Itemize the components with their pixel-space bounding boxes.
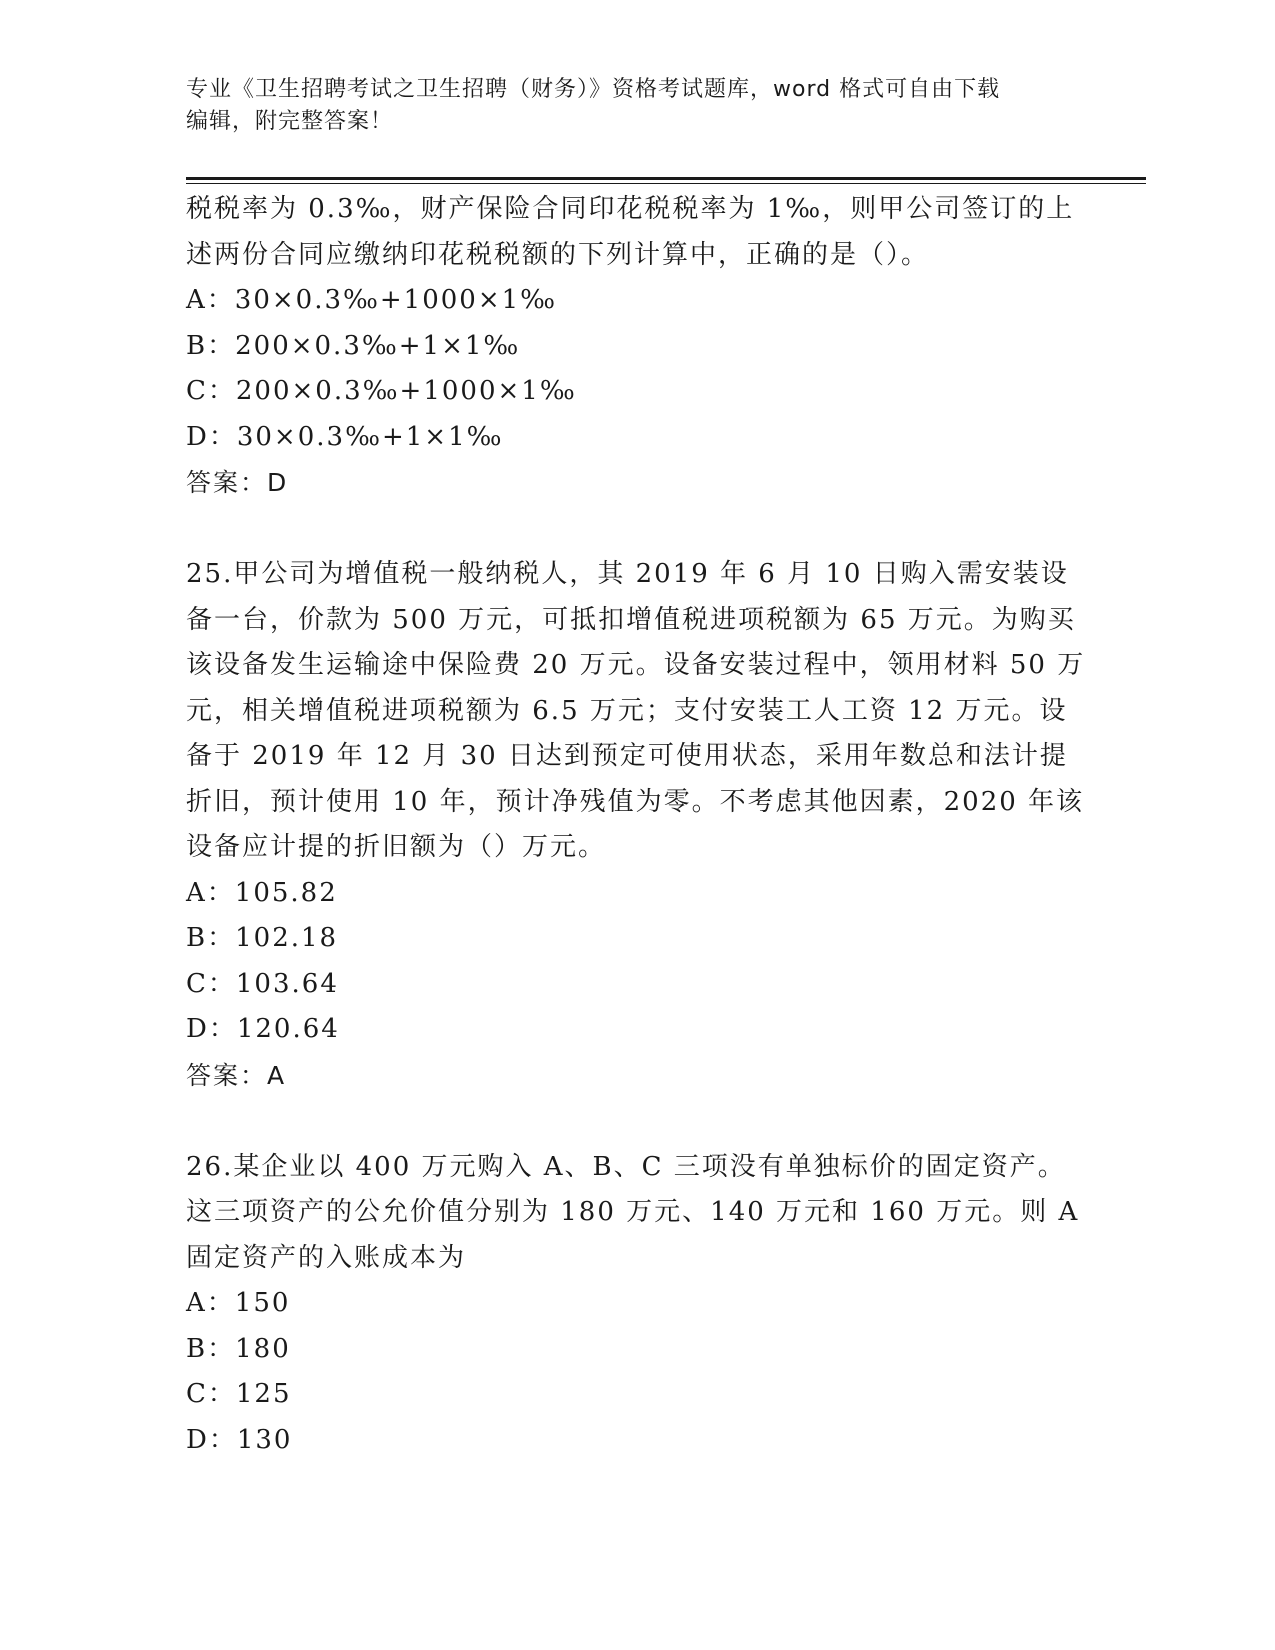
option-d: D：30×0.3‰+1×1‰ (186, 421, 504, 452)
option-c: C：125 (186, 1379, 292, 1409)
header-rule-thick (186, 177, 1146, 180)
question-26 (186, 1145, 1086, 1464)
spacer (186, 505, 1086, 552)
answer-label: 答案：A (186, 1060, 287, 1090)
header-line-2: 编辑，附完整答案！ (186, 109, 394, 134)
spacer (186, 1098, 1086, 1145)
question-text: 税税率为 0.3‰，财产保险合同印花税税率为 1‰，则甲公司签订的上述两份合同应缴纳印花税税额的下列计算中，正确的是（）。 (186, 194, 1075, 270)
document-header (186, 74, 1066, 138)
option-a: A：150 (186, 1288, 291, 1318)
header-rule-thin (186, 183, 1146, 184)
document-body (186, 187, 1086, 1463)
option-a: A：105.82 (186, 877, 338, 908)
question-text: 25.甲公司为增值税一般纳税人，其 2019 年 6 月 10 日购入需安装设备一台，价款为 500 万元，可抵扣增值税进项税额为 65 万元。为购买该设备发生运输途中保险费 20 万元。设备安装过程中，领用材料 50 万元，相关增值税进项税额为 6.5 万元；支付安装工人工资 12 万元。设备于 2019 年 12 月 30 日达到预定可使用状态，采用年数总和法计提折旧，预计使用 10 年，预计净残值为零。不考虑其他因素，2020 年该设备应计提的折旧额为（）万元。 (186, 559, 1086, 862)
option-d: D：130 (186, 1424, 293, 1455)
question-24 (186, 187, 1086, 505)
option-c: C：103.64 (186, 968, 339, 999)
option-d: D：120.64 (186, 1014, 340, 1044)
header-line-1: 专业《卫生招聘考试之卫生招聘（财务）》资格考试题库，word 格式可自由下载 (186, 77, 1001, 102)
question-text: 26.某企业以 400 万元购入 A、B、C 三项没有单独标价的固定资产。这三项资产的公允价值分别为 180 万元、140 万元和 160 万元。则 A 固定资产的入账成本为 (186, 1151, 1080, 1273)
option-c: C：200×0.3‰+1000×1‰ (186, 376, 577, 406)
option-a: A：30×0.3‰+1000×1‰ (186, 285, 558, 315)
option-b: B：102.18 (186, 923, 339, 953)
option-b: B：200×0.3‰+1×1‰ (186, 330, 521, 361)
option-b: B：180 (186, 1333, 291, 1364)
answer-label: 答案：D (186, 468, 289, 497)
question-25 (186, 552, 1086, 1098)
